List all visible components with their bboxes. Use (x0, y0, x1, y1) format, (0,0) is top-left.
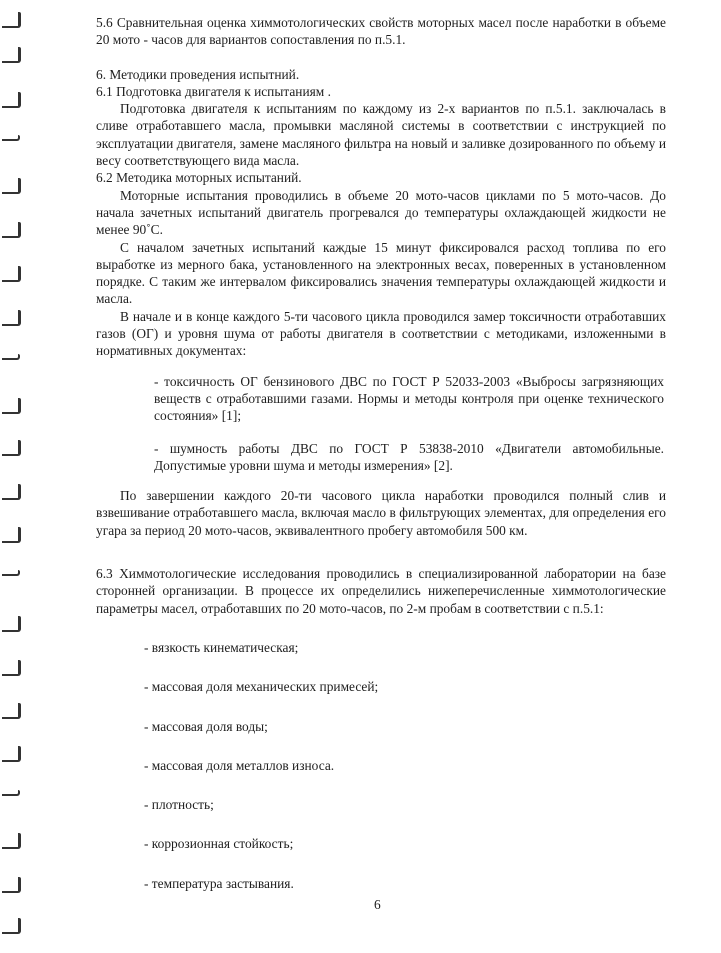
parameters-list (96, 639, 666, 892)
binding-ring (2, 178, 21, 194)
list-item: - массовая доля металлов износа. (144, 757, 335, 773)
section-6-2-paragraph-3: В начале и в конце каждого 5-ти часового цикла проводился замер токсичности отработавших газов (ОГ) и уровня шума от работы двигателя в соответствии с методиками, изложенными в нормативных документах: (96, 308, 666, 359)
list-item-noise: - шумность работы ДВС по ГОСТ Р 53838-2010 «Двигатели автомобильные. Допустимые уровни шума и методы измерения» [2]. (154, 440, 664, 473)
binding-ring (2, 703, 21, 719)
section-6-1-heading: 6.1 Подготовка двигателя к испытаниям . (96, 83, 331, 99)
section-6-3-paragraph: 6.3 Химмотологические исследования проводились в специализированной лаборатории на базе сторонней организации. В процессе их определились нижеперечисленные химмотологические параметры масел, отработавших по 20 мото-часов, по 2-м пробам в соответствии с п.5.1: (96, 566, 666, 616)
section-6-2-paragraph-1: Моторные испытания проводились в объеме 20 мото-часов циклами по 5 мото-часов. До начала зачетных испытаний двигатель прогревался до температуры охлаждающей жидкости не менее 90˚С. (96, 187, 666, 238)
binding-ring (2, 92, 21, 108)
list-item: - температура застывания. (144, 875, 294, 891)
binding-ring (2, 833, 21, 849)
binding-ring (2, 527, 21, 543)
binding-ring (2, 354, 20, 360)
binding-ring (2, 398, 21, 414)
binding-ring (2, 12, 21, 28)
binding-ring (2, 310, 21, 326)
spiral-binding (0, 0, 26, 953)
document-page (96, 14, 666, 914)
page-number: 6 (374, 897, 381, 912)
section-6-heading: 6. Методики проведения испытний. (96, 66, 300, 82)
binding-ring (2, 440, 21, 456)
binding-ring (2, 135, 20, 141)
section-6-2-paragraph-2: С началом зачетных испытаний каждые 15 минут фиксировался расход топлива по его выработке из мерного бака, установленного на электронных весах, поверенных в установленном порядке. С таким же интервалом фиксировались значения температуры охлаждающей жидкости и масла. (96, 239, 666, 307)
binding-ring (2, 746, 21, 762)
section-6-2-paragraph-4: По завершении каждого 20-ти часового цикла наработки проводился полный слив и взвешивание отработавшего масла, включая масло в фильтрующих элементах, для определения его угара за период 20 мото-часов, эквивалентного пробегу автомобиля 500 км. (96, 488, 666, 538)
list-item: - плотность; (144, 797, 214, 813)
list-item: - вязкость кинематическая; (144, 639, 299, 655)
binding-ring (2, 616, 21, 632)
binding-ring (2, 47, 21, 63)
section-6-2-heading: 6.2 Методика моторных испытаний. (96, 170, 302, 186)
section-6-1-paragraph: Подготовка двигателя к испытаниям по каждому из 2-х вариантов по п.5.1. заключалась в сливе отработавшего масла, промывки масляной системы в соответствии с инструкцией по эксплуатации двигателя, замене масляного фильтра на новый и заливке дозированного по объему и весу соответствующего вида масла. (96, 101, 666, 169)
binding-ring (2, 918, 21, 934)
list-item: - коррозионная стойкость; (144, 836, 294, 852)
binding-ring (2, 266, 21, 282)
list-item: - массовая доля механических примесей; (144, 679, 379, 695)
binding-ring (2, 790, 20, 796)
binding-ring (2, 660, 21, 676)
list-item: - массовая доля воды; (144, 718, 268, 734)
binding-ring (2, 222, 21, 238)
binding-ring (2, 877, 21, 893)
section-5-6-text: 5.6 Сравнительная оценка химмотологических свойств моторных масел после наработки в объеме 20 мото - часов для вариантов сопоставления по п.5.1. (96, 15, 666, 48)
binding-ring (2, 570, 20, 576)
binding-ring (2, 484, 21, 500)
list-item-toxicity: - токсичность ОГ бензинового ДВС по ГОСТ Р 52033-2003 «Выбросы загрязняющих веществ с отработавшими газами. Нормы и методы контроля при оценке технического состояния» [1]; (154, 373, 664, 424)
